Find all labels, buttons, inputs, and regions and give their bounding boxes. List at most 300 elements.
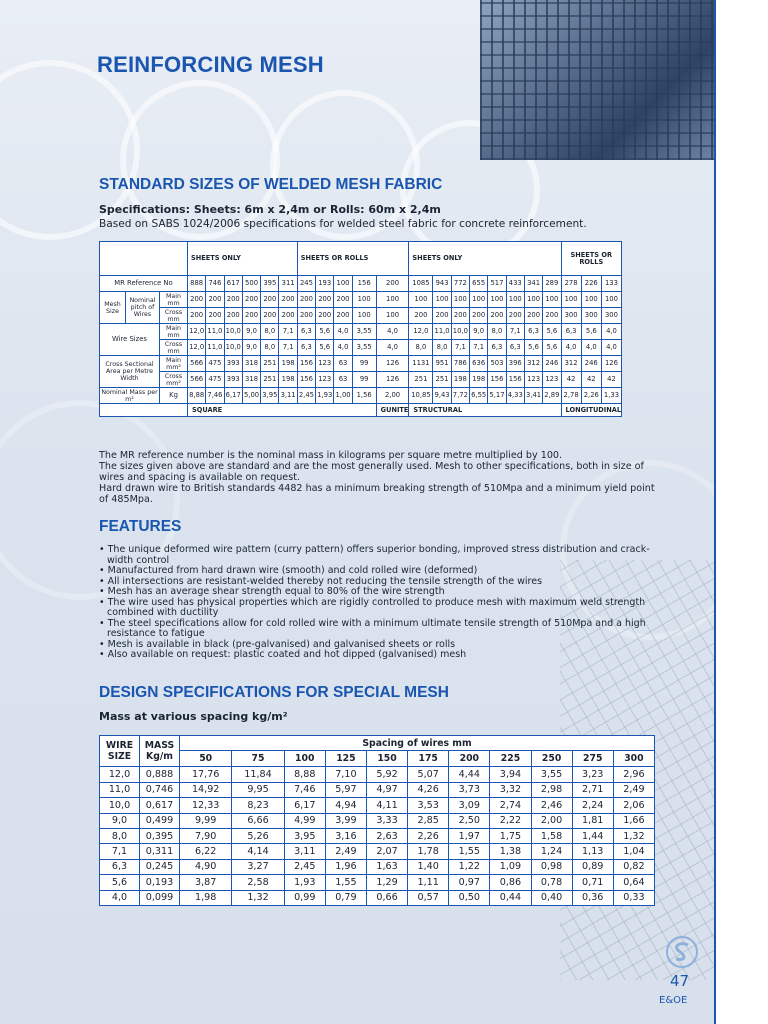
label-cross-area: Cross Sectional Area per Metre Width <box>100 356 160 388</box>
cell-spacing-mass: 0,50 <box>449 890 490 905</box>
cell-spacing-mass: 0,97 <box>449 875 490 890</box>
cell-area_main: 126 <box>376 356 409 372</box>
cell-spacing-mass: 2,58 <box>232 875 284 890</box>
cell-spacing-mass: 0,82 <box>613 859 654 874</box>
cell-spacing-mass: 0,40 <box>531 890 572 905</box>
cell-wire_cross: 4,0 <box>601 340 621 356</box>
cell-pitch_main: 200 <box>316 292 334 308</box>
cell-spacing-mass: 4,99 <box>284 813 325 828</box>
cell-spacing-mass: 2,85 <box>408 813 449 828</box>
cell-spacing-mass: 3,73 <box>449 782 490 797</box>
cell-mass: 0,099 <box>140 890 180 905</box>
spec-line-2: Based on SABS 1024/2006 specifications for welded steel fabric for concrete reinforcement. <box>99 218 587 230</box>
feature-item: • The wire used has physical properties which are rigidly controlled to produce mesh with maximum weld strength combined with ductility <box>99 596 646 618</box>
cell-spacing-mass: 1,81 <box>572 813 613 828</box>
footer-structural: STRUCTURAL <box>409 404 561 417</box>
cell-wire_cross: 9,0 <box>242 340 260 356</box>
cell-spacing-mass: 2,96 <box>613 767 654 782</box>
cell-area_cross: 123 <box>316 372 334 388</box>
cell-spacing-mass: 0,99 <box>284 890 325 905</box>
cell-spacing-mass: 2,49 <box>613 782 654 797</box>
feature-item: • All intersections are resistant-welded thereby not reducing the tensile strength of the wires <box>99 575 543 587</box>
cell-spacing-mass: 3,55 <box>531 767 572 782</box>
cell-wire_main: 4,0 <box>376 324 409 340</box>
cell-spacing-mass: 0,66 <box>366 890 407 905</box>
cell-spacing-mass: 2,46 <box>531 798 572 813</box>
cell-pitch_main: 200 <box>206 292 224 308</box>
cell-spacing-mass: 4,97 <box>366 782 407 797</box>
cell-pitch_cross: 200 <box>334 308 352 324</box>
cell-spacing-mass: 9,99 <box>180 813 232 828</box>
header-spacing-value: 250 <box>531 751 572 767</box>
cell-spacing-mass: 3,33 <box>366 813 407 828</box>
cell-pitch_main: 100 <box>561 292 581 308</box>
cell-mr: 746 <box>206 276 224 292</box>
cell-wire_main: 10,0 <box>224 324 242 340</box>
cell-area_main: 123 <box>316 356 334 372</box>
cell-spacing-mass: 0,57 <box>408 890 449 905</box>
cell-wire_main: 11,0 <box>433 324 451 340</box>
cell-area_main: 312 <box>524 356 542 372</box>
cell-spacing-mass: 1,32 <box>232 890 284 905</box>
cell-pitch_main: 200 <box>279 292 297 308</box>
label-mr-reference: MR Reference No <box>100 276 188 292</box>
cell-wire_cross: 4,0 <box>334 340 352 356</box>
cell-mass: 5,00 <box>242 388 260 404</box>
cell-spacing-mass: 1,13 <box>572 844 613 859</box>
cell-spacing-mass: 2,45 <box>284 859 325 874</box>
cell-spacing-mass: 7,90 <box>180 828 232 843</box>
cell-area_main: 156 <box>297 356 315 372</box>
cell-spacing-mass: 7,46 <box>284 782 325 797</box>
cell-wire_main: 5,6 <box>316 324 334 340</box>
cell-mr: 517 <box>488 276 506 292</box>
cell-pitch_main: 200 <box>261 292 279 308</box>
cell-spacing-mass: 1,29 <box>366 875 407 890</box>
cell-area_main: 393 <box>224 356 242 372</box>
page-title: REINFORCING MESH <box>97 52 324 77</box>
header-spacing-value: 275 <box>572 751 613 767</box>
cell-mass: 0,193 <box>140 875 180 890</box>
cell-wire-size: 11,0 <box>100 782 140 797</box>
footer-longitudinal: LONGITUDINAL <box>561 404 622 417</box>
cell-spacing-mass: 1,75 <box>490 828 531 843</box>
cell-mass: 2,26 <box>581 388 601 404</box>
cell-area_cross: 42 <box>581 372 601 388</box>
cell-mass: 2,00 <box>376 388 409 404</box>
cell-spacing-mass: 1,04 <box>613 844 654 859</box>
cell-mass: 3,11 <box>279 388 297 404</box>
cell-pitch_cross: 200 <box>524 308 542 324</box>
feature-item: • Mesh has an average shear strength equal to 80% of the wire strength <box>99 586 445 597</box>
table-row <box>100 767 655 782</box>
label-nominal-mass: Nominal Mass per m² <box>101 388 158 403</box>
cell-area_main: 786 <box>451 356 469 372</box>
cell-spacing-mass: 3,99 <box>325 813 366 828</box>
cell-mass: 3,41 <box>524 388 542 404</box>
cell-area_cross: 63 <box>334 372 352 388</box>
features-list <box>99 545 661 661</box>
cell-spacing-mass: 8,88 <box>284 767 325 782</box>
table-row <box>100 875 655 890</box>
cell-wire_cross: 12,0 <box>188 340 206 356</box>
cell-mass: 0,888 <box>140 767 180 782</box>
cell-spacing-mass: 1,66 <box>613 813 654 828</box>
table-row <box>100 813 655 828</box>
cell-area_main: 318 <box>242 356 260 372</box>
cell-area_cross: 126 <box>376 372 409 388</box>
header-sheets-only: SHEETS ONLY <box>188 242 298 276</box>
cell-mass: 6,55 <box>470 388 488 404</box>
cell-area_main: 246 <box>581 356 601 372</box>
label-mesh-size: Mesh Size <box>100 292 126 324</box>
note-mr-reference: The MR reference number is the nominal mass in kilograms per square metre multiplied by 100. <box>99 450 563 461</box>
cell-area_cross: 198 <box>470 372 488 388</box>
cell-spacing-mass: 1,38 <box>490 844 531 859</box>
cell-wire_cross: 5,6 <box>524 340 542 356</box>
cell-spacing-mass: 2,22 <box>490 813 531 828</box>
cell-spacing-mass: 9,95 <box>232 782 284 797</box>
cell-area_cross: 251 <box>261 372 279 388</box>
cell-spacing-mass: 0,86 <box>490 875 531 890</box>
cell-mass: 10,85 <box>409 388 433 404</box>
cell-mass: 0,746 <box>140 782 180 797</box>
cell-spacing-mass: 3,27 <box>232 859 284 874</box>
cell-mr: 617 <box>224 276 242 292</box>
header-spacing-value: 175 <box>408 751 449 767</box>
cell-spacing-mass: 3,09 <box>449 798 490 813</box>
cell-spacing-mass: 4,11 <box>366 798 407 813</box>
standard-sizes-table <box>99 241 622 417</box>
cell-mass: 5,17 <box>488 388 506 404</box>
cell-spacing-mass: 1,40 <box>408 859 449 874</box>
cell-spacing-mass: 2,00 <box>531 813 572 828</box>
section-heading-features: FEATURES <box>99 518 182 535</box>
cell-wire_main: 10,0 <box>451 324 469 340</box>
cell-pitch_cross: 200 <box>224 308 242 324</box>
cell-area_main: 566 <box>188 356 206 372</box>
feature-item: • Also available on request: plastic coated and hot dipped (galvanised) mesh <box>99 649 467 660</box>
cell-wire_cross: 7,1 <box>470 340 488 356</box>
cell-mr: 193 <box>316 276 334 292</box>
cell-spacing-mass: 1,63 <box>366 859 407 874</box>
cell-mass: 6,17 <box>224 388 242 404</box>
cell-mr: 289 <box>543 276 561 292</box>
right-margin-bar <box>714 0 768 1024</box>
header-spacing-value: 200 <box>449 751 490 767</box>
cell-area_main: 475 <box>206 356 224 372</box>
cell-area_cross: 42 <box>601 372 621 388</box>
company-logo-icon <box>665 935 699 969</box>
cell-mr: 772 <box>451 276 469 292</box>
header-spacing-value: 125 <box>325 751 366 767</box>
cell-pitch_cross: 300 <box>601 308 621 324</box>
cell-pitch_main: 200 <box>188 292 206 308</box>
cell-wire_cross: 4,0 <box>561 340 581 356</box>
cell-wire_cross: 8,0 <box>261 340 279 356</box>
cell-pitch_cross: 200 <box>409 308 433 324</box>
cell-area_main: 396 <box>506 356 524 372</box>
cell-mass: 0,245 <box>140 859 180 874</box>
header-spacing-value: 300 <box>613 751 654 767</box>
cell-spacing-mass: 1,96 <box>325 859 366 874</box>
cell-wire_cross: 6,3 <box>297 340 315 356</box>
cell-spacing-mass: 5,92 <box>366 767 407 782</box>
header-spacing-value: 50 <box>180 751 232 767</box>
cell-mr: 1085 <box>409 276 433 292</box>
header-sheets-only-2: SHEETS ONLY <box>409 242 561 276</box>
label-nominal-pitch: Nominal pitch of Wires <box>126 292 160 324</box>
cell-mr: 395 <box>261 276 279 292</box>
cell-area_cross: 318 <box>242 372 260 388</box>
label-wire-sizes: Wire Sizes <box>100 324 160 356</box>
cell-spacing-mass: 6,66 <box>232 813 284 828</box>
header-spacing: Spacing of wires mm <box>180 736 655 751</box>
table-row <box>100 890 655 905</box>
cell-mr: 500 <box>242 276 260 292</box>
cell-wire-size: 12,0 <box>100 767 140 782</box>
cell-spacing-mass: 4,14 <box>232 844 284 859</box>
cell-spacing-mass: 2,49 <box>325 844 366 859</box>
cell-area_cross: 198 <box>451 372 469 388</box>
table-row <box>100 859 655 874</box>
cell-wire_main: 4,0 <box>334 324 352 340</box>
eoe-label: E&OE <box>659 995 688 1006</box>
note-hard-drawn: Hard drawn wire to British standards 4482 has a minimum breaking strength of 510Mpa and a minimum yield point of 485Mpa. <box>99 483 655 505</box>
cell-spacing-mass: 0,64 <box>613 875 654 890</box>
cell-wire_main: 3,55 <box>352 324 376 340</box>
cell-spacing-mass: 4,26 <box>408 782 449 797</box>
cell-wire-size: 4,0 <box>100 890 140 905</box>
cell-spacing-mass: 2,06 <box>613 798 654 813</box>
cell-spacing-mass: 1,55 <box>449 844 490 859</box>
cell-pitch_cross: 200 <box>451 308 469 324</box>
cell-spacing-mass: 3,87 <box>180 875 232 890</box>
cell-spacing-mass: 8,23 <box>232 798 284 813</box>
cell-pitch_cross: 200 <box>261 308 279 324</box>
cell-wire_cross: 8,0 <box>433 340 451 356</box>
cell-pitch_main: 100 <box>470 292 488 308</box>
cell-spacing-mass: 2,98 <box>531 782 572 797</box>
cell-spacing-mass: 1,55 <box>325 875 366 890</box>
cell-pitch_cross: 200 <box>506 308 524 324</box>
cell-area_main: 312 <box>561 356 581 372</box>
cell-spacing-mass: 1,58 <box>531 828 572 843</box>
cell-wire_main: 9,0 <box>242 324 260 340</box>
cell-pitch_cross: 200 <box>543 308 561 324</box>
cell-area_cross: 156 <box>488 372 506 388</box>
cell-area_cross: 156 <box>297 372 315 388</box>
cell-area_cross: 198 <box>279 372 297 388</box>
cell-mass: 1,33 <box>601 388 621 404</box>
feature-item: • Mesh is available in black (pre-galvanised) and galvanised sheets or rolls <box>99 638 456 650</box>
cell-pitch_main: 100 <box>524 292 542 308</box>
cell-spacing-mass: 7,10 <box>325 767 366 782</box>
cell-spacing-mass: 0,98 <box>531 859 572 874</box>
cell-spacing-mass: 6,22 <box>180 844 232 859</box>
mass-subheading: Mass at various spacing kg/m² <box>99 710 288 723</box>
cell-spacing-mass: 3,11 <box>284 844 325 859</box>
cell-area_main: 198 <box>279 356 297 372</box>
cell-pitch_cross: 300 <box>581 308 601 324</box>
cell-mr: 433 <box>506 276 524 292</box>
cell-spacing-mass: 3,32 <box>490 782 531 797</box>
steel-mesh-photo <box>480 0 715 160</box>
cell-spacing-mass: 4,44 <box>449 767 490 782</box>
cell-spacing-mass: 12,33 <box>180 798 232 813</box>
cell-mass: 1,93 <box>316 388 334 404</box>
cell-mass: 2,45 <box>297 388 315 404</box>
cell-mr: 200 <box>376 276 409 292</box>
feature-item: • Manufactured from hard drawn wire (smooth) and cold rolled wire (deformed) <box>99 565 478 576</box>
cell-wire_main: 8,0 <box>261 324 279 340</box>
label-main-mm: Main mm <box>160 324 188 340</box>
cell-spacing-mass: 0,89 <box>572 859 613 874</box>
cell-spacing-mass: 1,93 <box>284 875 325 890</box>
cell-mr: 100 <box>334 276 352 292</box>
cell-mass: 3,95 <box>261 388 279 404</box>
cell-area_main: 1131 <box>409 356 433 372</box>
cell-spacing-mass: 1,11 <box>408 875 449 890</box>
cell-wire_cross: 5,6 <box>316 340 334 356</box>
cell-spacing-mass: 3,53 <box>408 798 449 813</box>
cell-wire-size: 6,3 <box>100 859 140 874</box>
cell-spacing-mass: 2,07 <box>366 844 407 859</box>
cell-spacing-mass: 2,71 <box>572 782 613 797</box>
cell-wire_cross: 7,1 <box>279 340 297 356</box>
cell-area_main: 99 <box>352 356 376 372</box>
cell-pitch_main: 100 <box>433 292 451 308</box>
cell-spacing-mass: 1,97 <box>449 828 490 843</box>
table-row <box>100 798 655 813</box>
cell-wire_cross: 6,3 <box>488 340 506 356</box>
cell-mass: 4,33 <box>506 388 524 404</box>
cell-wire_cross: 3,55 <box>352 340 376 356</box>
cell-spacing-mass: 4,90 <box>180 859 232 874</box>
cell-wire_main: 12,0 <box>409 324 433 340</box>
table-row <box>100 782 655 797</box>
cell-mass: 8,88 <box>188 388 206 404</box>
cell-pitch_cross: 200 <box>206 308 224 324</box>
cell-area_cross: 123 <box>524 372 542 388</box>
page-number: 47 <box>670 972 690 990</box>
feature-item: • The unique deformed wire pattern (curry pattern) offers superior bonding, improved stress distribution and crack-width control <box>99 544 650 566</box>
cell-mr: 943 <box>433 276 451 292</box>
header-sheets-or-rolls: SHEETS OR ROLLS <box>297 242 409 276</box>
cell-area_main: 251 <box>261 356 279 372</box>
cell-area_main: 63 <box>334 356 352 372</box>
cell-pitch_main: 100 <box>581 292 601 308</box>
cell-spacing-mass: 0,79 <box>325 890 366 905</box>
cell-spacing-mass: 17,76 <box>180 767 232 782</box>
header-mass: MASS Kg/m <box>140 736 180 767</box>
cell-spacing-mass: 5,26 <box>232 828 284 843</box>
cell-mass: 2,89 <box>543 388 561 404</box>
cell-wire_cross: 11,0 <box>206 340 224 356</box>
cell-mass: 7,72 <box>451 388 469 404</box>
cell-mr: 156 <box>352 276 376 292</box>
cell-pitch_main: 200 <box>224 292 242 308</box>
cell-wire_main: 6,3 <box>561 324 581 340</box>
cell-mr: 226 <box>581 276 601 292</box>
cell-wire_main: 8,0 <box>488 324 506 340</box>
cell-area_cross: 566 <box>188 372 206 388</box>
cell-pitch_cross: 300 <box>561 308 581 324</box>
cell-wire_cross: 5,6 <box>543 340 561 356</box>
cell-wire-size: 9,0 <box>100 813 140 828</box>
cell-wire-size: 8,0 <box>100 828 140 843</box>
cell-mr: 655 <box>470 276 488 292</box>
cell-pitch_main: 200 <box>297 292 315 308</box>
cell-area_main: 636 <box>470 356 488 372</box>
cell-mass: 7,46 <box>206 388 224 404</box>
cell-wire_main: 9,0 <box>470 324 488 340</box>
cell-area_main: 126 <box>601 356 621 372</box>
cell-spacing-mass: 1,09 <box>490 859 531 874</box>
cell-wire_cross: 10,0 <box>224 340 242 356</box>
cell-mass: 0,617 <box>140 798 180 813</box>
cell-spacing-mass: 2,26 <box>408 828 449 843</box>
header-spacing-value: 150 <box>366 751 407 767</box>
cell-area_main: 246 <box>543 356 561 372</box>
footer-square: SQUARE <box>188 404 377 417</box>
cell-mass: 9,43 <box>433 388 451 404</box>
cell-area_cross: 42 <box>561 372 581 388</box>
cell-spacing-mass: 6,17 <box>284 798 325 813</box>
cell-wire_main: 7,1 <box>506 324 524 340</box>
cell-spacing-mass: 14,92 <box>180 782 232 797</box>
cell-mr: 888 <box>188 276 206 292</box>
spec-line: Specifications: Sheets: 6m x 2,4m or Rolls: 60m x 2,4m <box>99 203 441 216</box>
feature-item: • The steel specifications allow for cold rolled wire with a minimum ultimate tensile strength of 510Mpa and a high resistance to fatigue <box>99 617 646 639</box>
cell-pitch_cross: 200 <box>297 308 315 324</box>
cell-pitch_main: 100 <box>409 292 433 308</box>
cell-wire_main: 12,0 <box>188 324 206 340</box>
header-sheets-or-rolls-2: SHEETS OR ROLLS <box>561 242 622 276</box>
cell-pitch_cross: 200 <box>242 308 260 324</box>
cell-area_cross: 251 <box>409 372 433 388</box>
cell-area_cross: 123 <box>543 372 561 388</box>
header-spacing-value: 75 <box>232 751 284 767</box>
section-heading-design-specs: DESIGN SPECIFICATIONS FOR SPECIAL MESH <box>99 684 449 701</box>
cell-wire_cross: 8,0 <box>409 340 433 356</box>
cell-area_cross: 251 <box>433 372 451 388</box>
cell-spacing-mass: 2,50 <box>449 813 490 828</box>
cell-wire_cross: 4,0 <box>376 340 409 356</box>
table-row <box>100 844 655 859</box>
cell-spacing-mass: 1,98 <box>180 890 232 905</box>
cell-area_cross: 156 <box>506 372 524 388</box>
cell-wire_main: 5,6 <box>543 324 561 340</box>
label-main-mm: Main mm <box>160 292 188 308</box>
cell-wire_cross: 4,0 <box>581 340 601 356</box>
header-wire-size: WIRE SIZE <box>100 736 140 767</box>
cell-mass: 2,78 <box>561 388 581 404</box>
label-main-mm2: Main mm² <box>160 356 188 372</box>
cell-pitch_main: 100 <box>543 292 561 308</box>
label-cross-mm2: Cross mm² <box>160 372 188 388</box>
cell-pitch_main: 100 <box>488 292 506 308</box>
cell-wire_main: 6,3 <box>524 324 542 340</box>
cell-pitch_main: 100 <box>451 292 469 308</box>
cell-area_main: 503 <box>488 356 506 372</box>
cell-spacing-mass: 0,78 <box>531 875 572 890</box>
cell-spacing-mass: 4,94 <box>325 798 366 813</box>
cell-pitch_main: 200 <box>334 292 352 308</box>
cell-pitch_main: 100 <box>352 292 376 308</box>
cell-pitch_cross: 200 <box>188 308 206 324</box>
cell-spacing-mass: 2,74 <box>490 798 531 813</box>
